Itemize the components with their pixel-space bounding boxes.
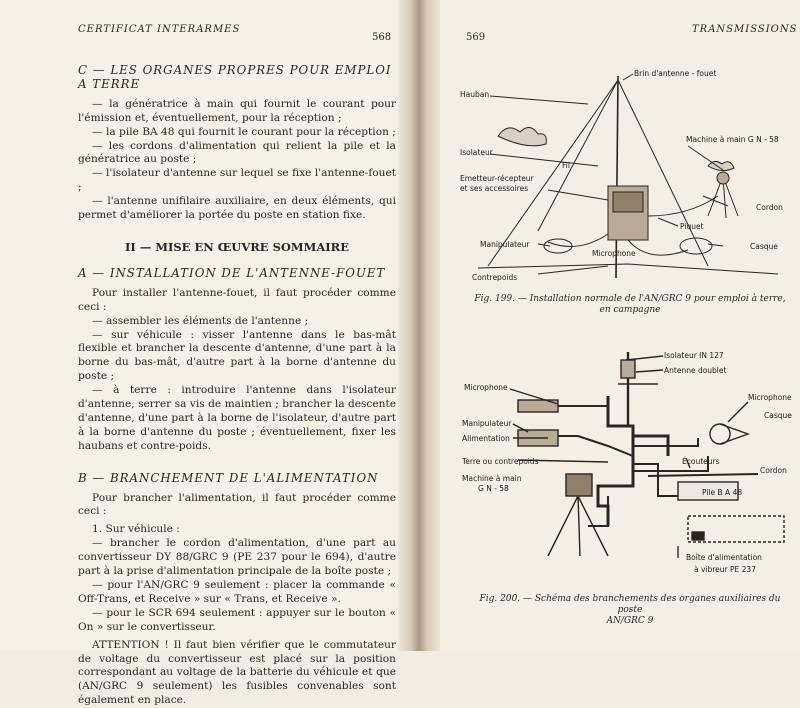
attention-note: ATTENTION ! Il faut bien vérifier que le commutateur de voltage du convertisseur est placé sur la position correspondant au voltage de la batterie du véhicule et que (AN/GRC 9 seulement) les fusibles convenables sont également en place. [78, 638, 396, 707]
right-page [440, 0, 800, 651]
section-a-title: A — INSTALLATION DE L'ANTENNE-FOUET [78, 265, 386, 280]
fig200-label-ecouteurs: Écouteurs [682, 457, 720, 466]
left-running-header: CERTIFICAT INTERARMES [78, 24, 241, 35]
c-item: — la génératrice à main qui fournit le courant pour l'émission et, éventuellement, pour la réception ; [78, 97, 396, 124]
right-running-header: TRANSMISSIONS [692, 24, 798, 35]
left-page-number: 568 [372, 32, 392, 43]
fig199-label-contrepoids: Contrepoids [472, 273, 518, 282]
fig200-label-machine-2: G N - 58 [478, 484, 509, 493]
fig199-label-emetteur-2: et ses accessoires [460, 184, 529, 193]
figure-199-illustration [458, 66, 798, 288]
a-item: — sur véhicule : visser l'antenne dans le bas-mât flexible et brancher la descente d'antenne, d'une part à la borne du bas-mât, d'autre part à la borne d'antenne du poste ; [78, 328, 396, 383]
c-item: — les cordons d'alimentation qui relient la pile et la génératrice au poste ; [78, 139, 396, 166]
fig199-label-manipulateur: Manipulateur [480, 240, 530, 249]
book-gutter [398, 0, 440, 651]
fig199-label-emetteur-1: Emetteur-récepteur [460, 174, 534, 183]
a-item: — assembler les éléments de l'antenne ; [92, 314, 309, 327]
b-item: — brancher le cordon d'alimentation, d'une part au convertisseur DY 88/GRC 9 (PE 237 pour le 694), d'autre part à la prise d'alimentation principale de la boîte poste ; [78, 537, 396, 578]
c-item: — l'isolateur d'antenne sur lequel se fixe l'antenne-fouet ; [78, 167, 396, 194]
left-page [0, 0, 398, 707]
a-intro: Pour installer l'antenne-fouet, il faut procéder comme ceci : [78, 286, 396, 313]
left-body-text [78, 60, 396, 708]
fig199-label-casque: Casque [750, 242, 778, 251]
fig200-label-alimentation: Alimentation [462, 434, 510, 443]
fig200-label-boite-1: Boîte d'alimentation [686, 553, 762, 562]
right-page-number: 569 [466, 32, 486, 43]
section-ii-title: II — MISE EN ŒUVRE SOMMAIRE [125, 239, 349, 254]
fig199-label-microphone: Microphone [592, 249, 636, 258]
fig200-label-microphone-left: Microphone [464, 383, 508, 392]
fig200-label-manipulateur: Manipulateur [462, 419, 512, 428]
fig199-label-isolateur: Isolateur [460, 148, 493, 157]
fig199-label-hauban: Hauban [460, 90, 490, 99]
section-c-title: C — LES ORGANES PROPRES POUR EMPLOI A TERRE [78, 63, 392, 91]
c-item: — la pile BA 48 qui fournit le courant pour la réception ; [92, 125, 396, 138]
fig200-label-microphone-right: Microphone [748, 393, 792, 402]
fig200-label-antenne: Antenne doublet [664, 366, 727, 375]
figure-200-caption: Fig. 200. — Schéma des branchements des organes auxiliaires du poste AN/GRC 9 [479, 594, 781, 626]
fig199-label-brin: Brin d'antenne - fouet [634, 69, 717, 78]
fig200-label-terre: Terre ou contrepoids [462, 457, 539, 466]
b-item: — pour l'AN/GRC 9 seulement : placer la commande « Off-Trans, et Receive » sur « Trans, et Receive ». [78, 579, 396, 605]
a-item: — à terre : introduire l'antenne dans l'isolateur d'antenne, serrer sa vis de maintien ; brancher la descente d'antenne, d'une part à la borne de l'isolateur, d'autre part à la borne d'antenne du poste ; éventuellement, fixer les haubans et contre-poids. [78, 384, 396, 452]
b-item: — pour le SCR 694 seulement : appuyer sur le bouton « On » sur le convertisseur. [78, 606, 396, 633]
b-intro: Pour brancher l'alimentation, il faut procéder comme ceci : [78, 491, 396, 518]
fig199-label-fil: Fil [562, 161, 570, 170]
c-item: — l'antenne unifilaire auxiliaire, en deux éléments, qui permet d'améliorer la portée du poste en station fixe. [78, 195, 396, 222]
fig200-label-machine-1: Machine à main [462, 474, 522, 483]
fig200-label-isolateur: Isolateur IN 127 [664, 351, 724, 360]
fig200-label-pile: Pile B A 48 [702, 488, 743, 497]
fig200-label-cordon: Cordon [760, 466, 787, 475]
section-b-title: B — BRANCHEMENT DE L'ALIMENTATION [78, 470, 379, 485]
fig200-label-boite-2: à vibreur PE 237 [694, 565, 756, 574]
fig199-label-machine: Machine à main G N - 58 [686, 135, 779, 144]
fig199-label-cordon: Cordon [756, 203, 783, 212]
b-subheading: 1. Sur véhicule : [92, 523, 180, 536]
fig200-label-casque: Casque [764, 411, 792, 420]
figure-200-diagram [458, 346, 798, 578]
fig199-label-piquet: Piquet [680, 222, 704, 231]
figure-199-caption: Fig. 199. — Installation normale de l'AN/GRC 9 pour emploi à terre, en campagne [474, 294, 786, 315]
